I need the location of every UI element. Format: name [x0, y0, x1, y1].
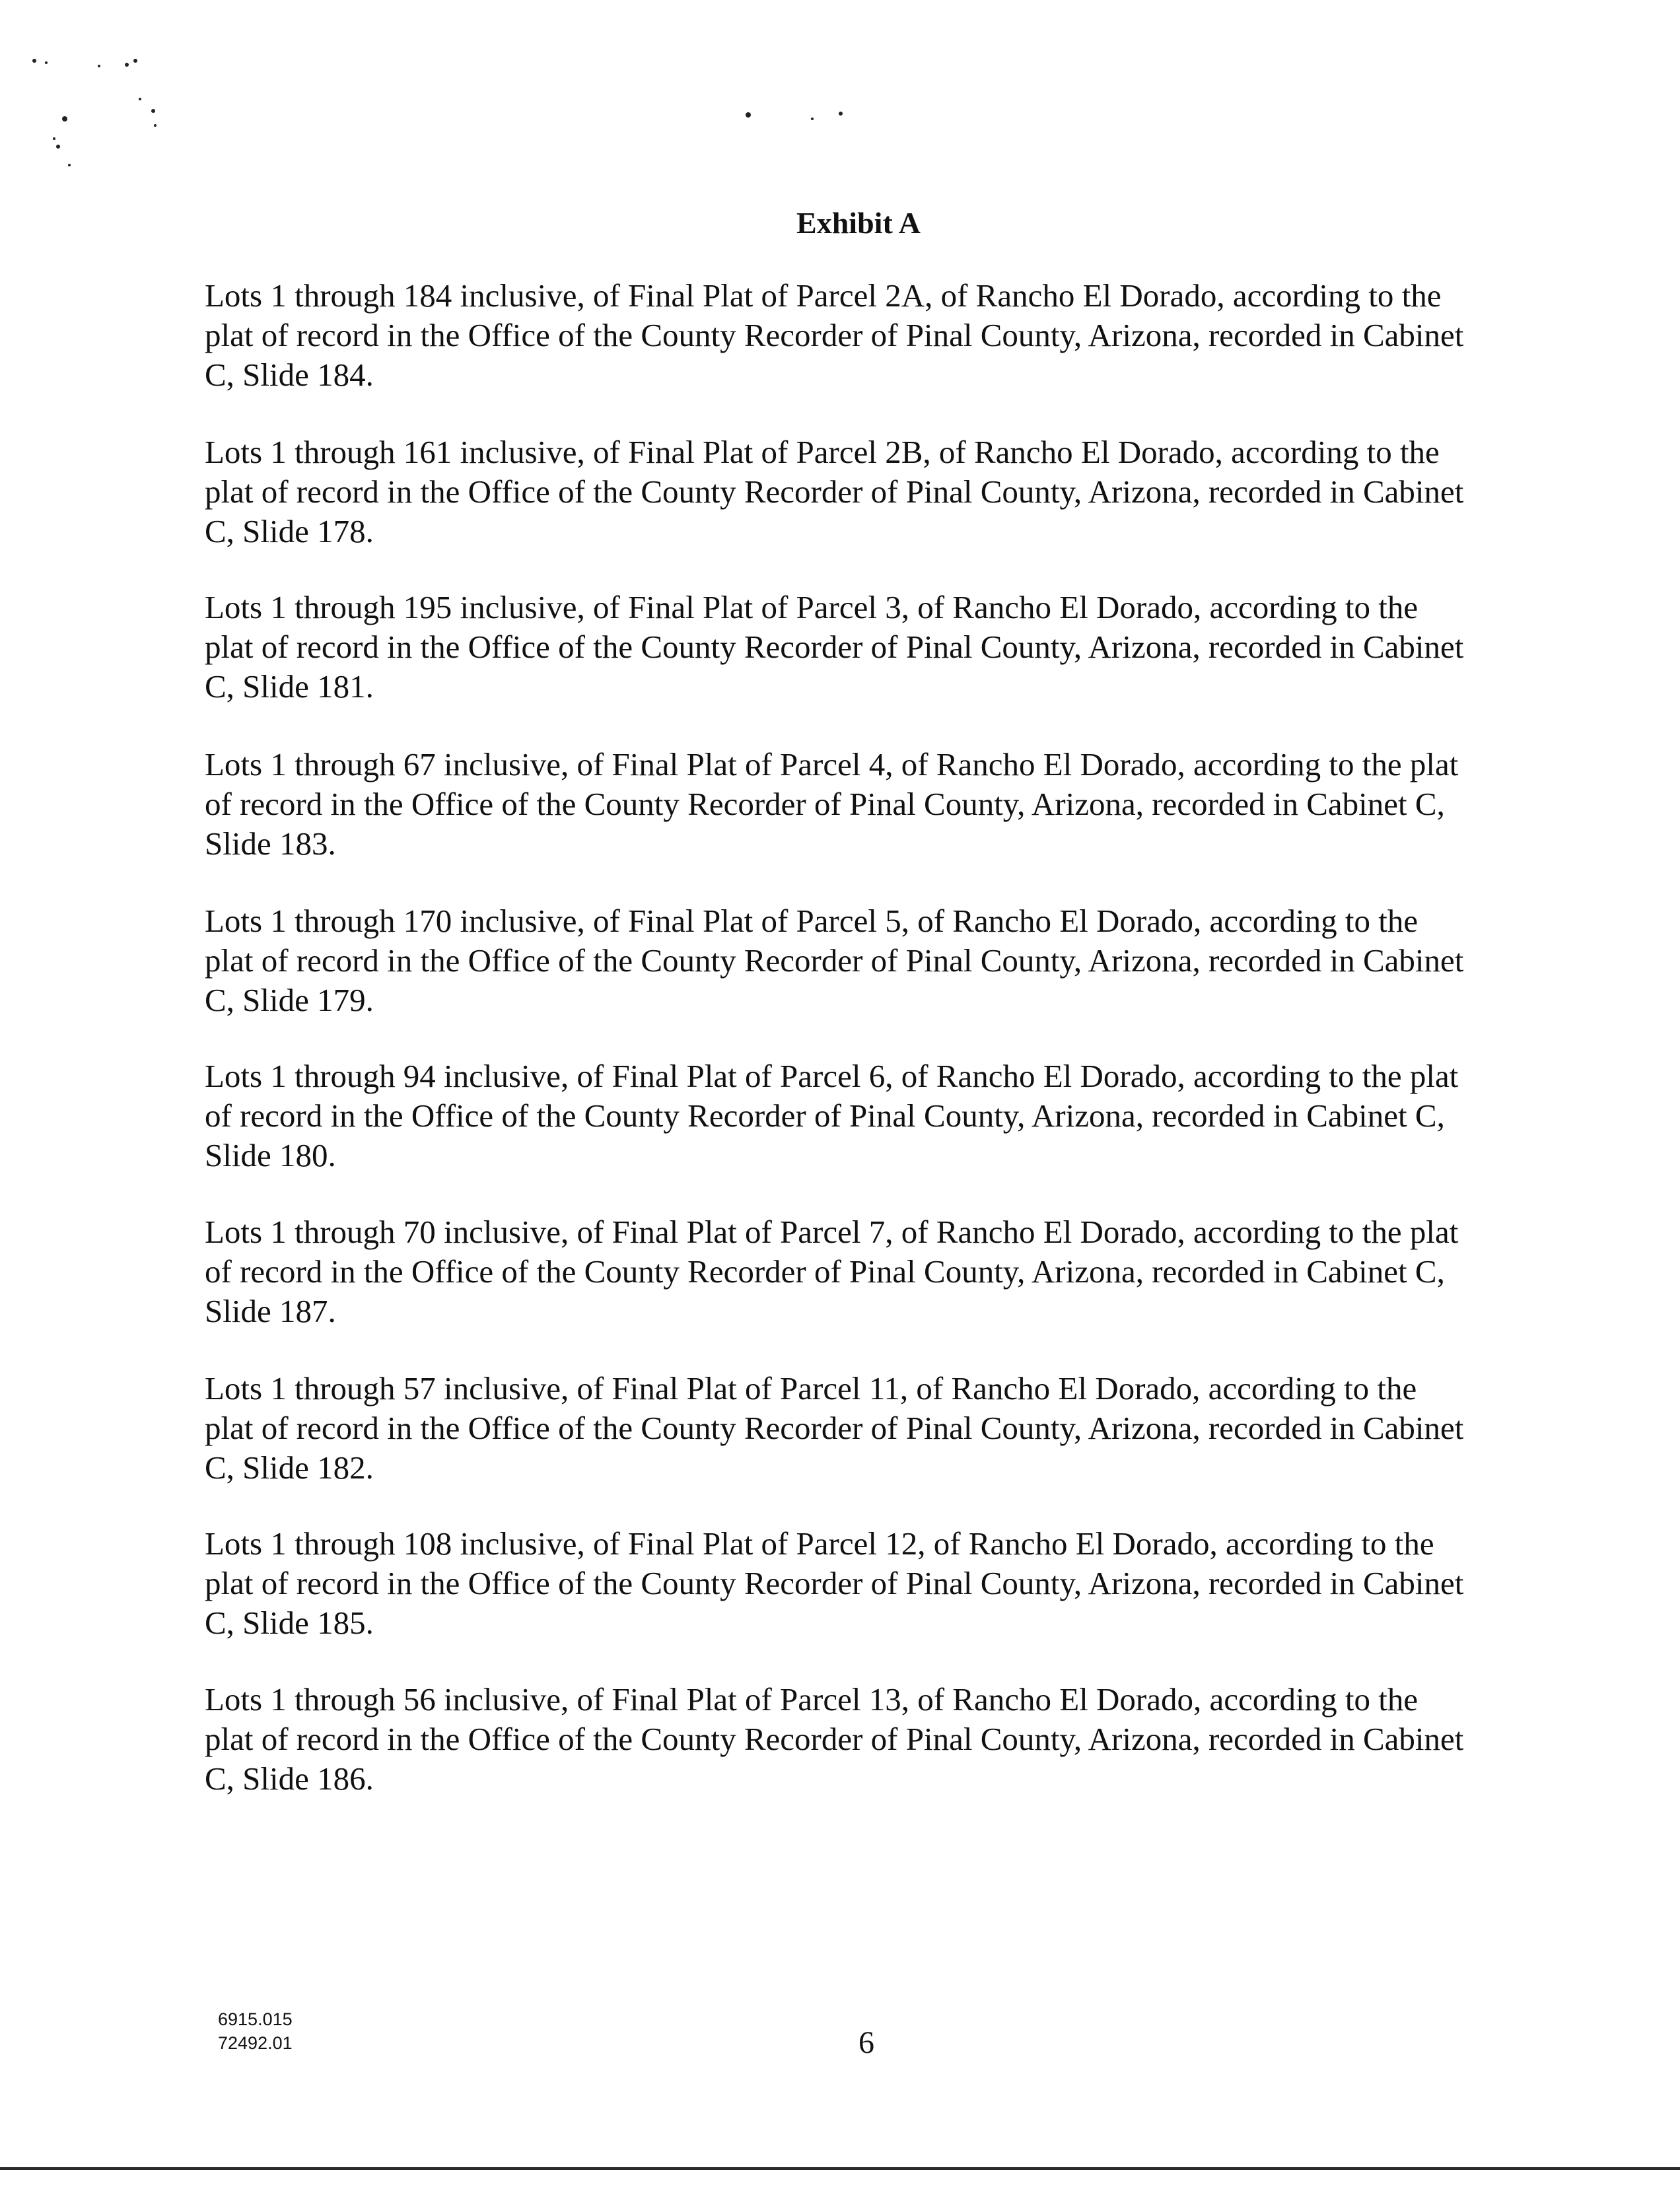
- legal-description-paragraph: Lots 1 through 57 inclusive, of Final Plat of Parcel 11, of Rancho El Dorado, according to the plat of record in the Office of the County Recorder of Pinal County, Arizona, recorded in Cabinet C, Slide 182.: [205, 1370, 1464, 1486]
- bottom-rule: [0, 2167, 1680, 2170]
- legal-description-paragraph: Lots 1 through 184 inclusive, of Final Plat of Parcel 2A, of Rancho El Dorado, according to the plat of record in the Office of the County Recorder of Pinal County, Arizona, recorded in Cabinet C, Slide 184.: [205, 277, 1464, 393]
- legal-description-paragraph: Lots 1 through 94 inclusive, of Final Plat of Parcel 6, of Rancho El Dorado, according to the plat of record in the Office of the County Recorder of Pinal County, Arizona, recorded in Cabinet C, Slide 180.: [205, 1058, 1459, 1173]
- document-code-1: 6915.015: [218, 2009, 293, 2029]
- legal-description-paragraph: Lots 1 through 108 inclusive, of Final Plat of Parcel 12, of Rancho El Dorado, according to the plat of record in the Office of the County Recorder of Pinal County, Arizona, recorded in Cabinet C, Slide 185.: [205, 1525, 1464, 1641]
- page-number: 6: [858, 2025, 874, 2060]
- legal-description-paragraph: Lots 1 through 70 inclusive, of Final Plat of Parcel 7, of Rancho El Dorado, according to the plat of record in the Office of the County Recorder of Pinal County, Arizona, recorded in Cabinet C, Slide 187.: [205, 1214, 1459, 1329]
- document-codes: [218, 2007, 293, 2055]
- legal-description-paragraph: Lots 1 through 195 inclusive, of Final Plat of Parcel 3, of Rancho El Dorado, according to the plat of record in the Office of the County Recorder of Pinal County, Arizona, recorded in Cabinet C, Slide 181.: [205, 589, 1464, 705]
- exhibit-heading: Exhibit A: [796, 206, 921, 240]
- legal-description-paragraph: Lots 1 through 170 inclusive, of Final Plat of Parcel 5, of Rancho El Dorado, according to the plat of record in the Office of the County Recorder of Pinal County, Arizona, recorded in Cabinet C, Slide 179.: [205, 903, 1464, 1018]
- document-code-2: 72492.01: [218, 2033, 293, 2053]
- legal-description-paragraph: Lots 1 through 56 inclusive, of Final Plat of Parcel 13, of Rancho El Dorado, according to the plat of record in the Office of the County Recorder of Pinal County, Arizona, recorded in Cabinet C, Slide 186.: [205, 1681, 1464, 1797]
- legal-description-paragraph: Lots 1 through 161 inclusive, of Final Plat of Parcel 2B, of Rancho El Dorado, according to the plat of record in the Office of the County Recorder of Pinal County, Arizona, recorded in Cabinet C, Slide 178.: [205, 434, 1464, 549]
- legal-description-paragraph: Lots 1 through 67 inclusive, of Final Plat of Parcel 4, of Rancho El Dorado, according to the plat of record in the Office of the County Recorder of Pinal County, Arizona, recorded in Cabinet C, Slide 183.: [205, 746, 1459, 862]
